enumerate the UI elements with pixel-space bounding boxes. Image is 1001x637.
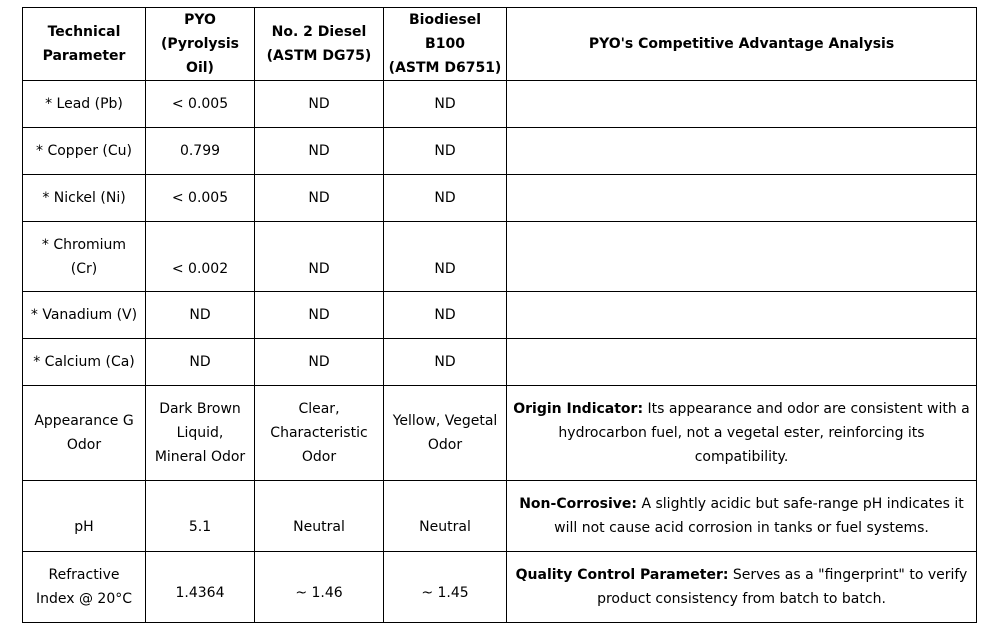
param-cell: Refractive Index @ 20°C	[23, 552, 146, 623]
biodiesel-cell: ND	[384, 292, 507, 339]
diesel-cell: ND	[255, 222, 384, 292]
diesel-cell: Neutral	[255, 481, 384, 552]
header-advantage-analysis: PYO's Competitive Advantage Analysis	[507, 8, 977, 81]
header-biodiesel: Biodiesel B100 (ASTM D6751)	[384, 8, 507, 81]
analysis-cell	[507, 292, 977, 339]
param-cell: * Copper (Cu)	[23, 128, 146, 175]
table-row	[23, 386, 977, 481]
analysis-heading: Quality Control Parameter:	[515, 567, 729, 583]
biodiesel-cell: ND	[384, 175, 507, 222]
comparison-table	[22, 7, 977, 623]
analysis-cell	[507, 81, 977, 128]
biodiesel-cell: ND	[384, 128, 507, 175]
table-row	[23, 128, 977, 175]
pyo-cell: 5.1	[146, 481, 255, 552]
pyo-cell: ND	[146, 339, 255, 386]
analysis-cell	[507, 552, 977, 623]
param-cell: pH	[23, 481, 146, 552]
table-row	[23, 222, 977, 292]
param-cell: Appearance G Odor	[23, 386, 146, 481]
analysis-text: Its appearance and odor are consistent with a hydrocarbon fuel, not a vegetal ester, reinforcing its compatibility.	[558, 401, 970, 465]
diesel-cell: ND	[255, 175, 384, 222]
diesel-cell: ND	[255, 339, 384, 386]
analysis-text: Serves as a "fingerprint" to verify product consistency from batch to batch.	[597, 567, 968, 607]
biodiesel-cell: ND	[384, 339, 507, 386]
table-row	[23, 339, 977, 386]
analysis-cell	[507, 175, 977, 222]
diesel-cell: ND	[255, 128, 384, 175]
pyo-cell: 1.4364	[146, 552, 255, 623]
pyo-cell: Dark Brown Liquid, Mineral Odor	[146, 386, 255, 481]
header-diesel: No. 2 Diesel (ASTM DG75)	[255, 8, 384, 81]
header-technical-parameter: Technical Parameter	[23, 8, 146, 81]
biodiesel-cell: ND	[384, 81, 507, 128]
pyo-cell: 0.799	[146, 128, 255, 175]
table-row	[23, 292, 977, 339]
analysis-heading: Non-Corrosive:	[519, 496, 638, 512]
param-cell: * Calcium (Ca)	[23, 339, 146, 386]
biodiesel-cell: ~ 1.45	[384, 552, 507, 623]
diesel-cell: ND	[255, 81, 384, 128]
table-row	[23, 81, 977, 128]
analysis-cell	[507, 481, 977, 552]
pyo-cell: < 0.002	[146, 222, 255, 292]
analysis-cell	[507, 222, 977, 292]
pyo-cell: < 0.005	[146, 81, 255, 128]
param-cell: * Chromium (Cr)	[23, 222, 146, 292]
analysis-heading: Origin Indicator:	[513, 401, 644, 417]
analysis-cell	[507, 339, 977, 386]
pyo-cell: ND	[146, 292, 255, 339]
diesel-cell: ~ 1.46	[255, 552, 384, 623]
pyo-cell: < 0.005	[146, 175, 255, 222]
table-row	[23, 552, 977, 623]
biodiesel-cell: Yellow, Vegetal Odor	[384, 386, 507, 481]
diesel-cell: ND	[255, 292, 384, 339]
param-cell: * Nickel (Ni)	[23, 175, 146, 222]
analysis-text: A slightly acidic but safe-range pH indicates it will not cause acid corrosion in tanks or fuel systems.	[554, 496, 964, 536]
param-cell: * Lead (Pb)	[23, 81, 146, 128]
biodiesel-cell: Neutral	[384, 481, 507, 552]
analysis-cell	[507, 386, 977, 481]
param-cell: * Vanadium (V)	[23, 292, 146, 339]
header-row	[23, 8, 977, 81]
table-row	[23, 481, 977, 552]
header-pyo: PYO (Pyrolysis Oil)	[146, 8, 255, 81]
analysis-cell	[507, 128, 977, 175]
diesel-cell: Clear, Characteristic Odor	[255, 386, 384, 481]
table-row	[23, 175, 977, 222]
biodiesel-cell: ND	[384, 222, 507, 292]
